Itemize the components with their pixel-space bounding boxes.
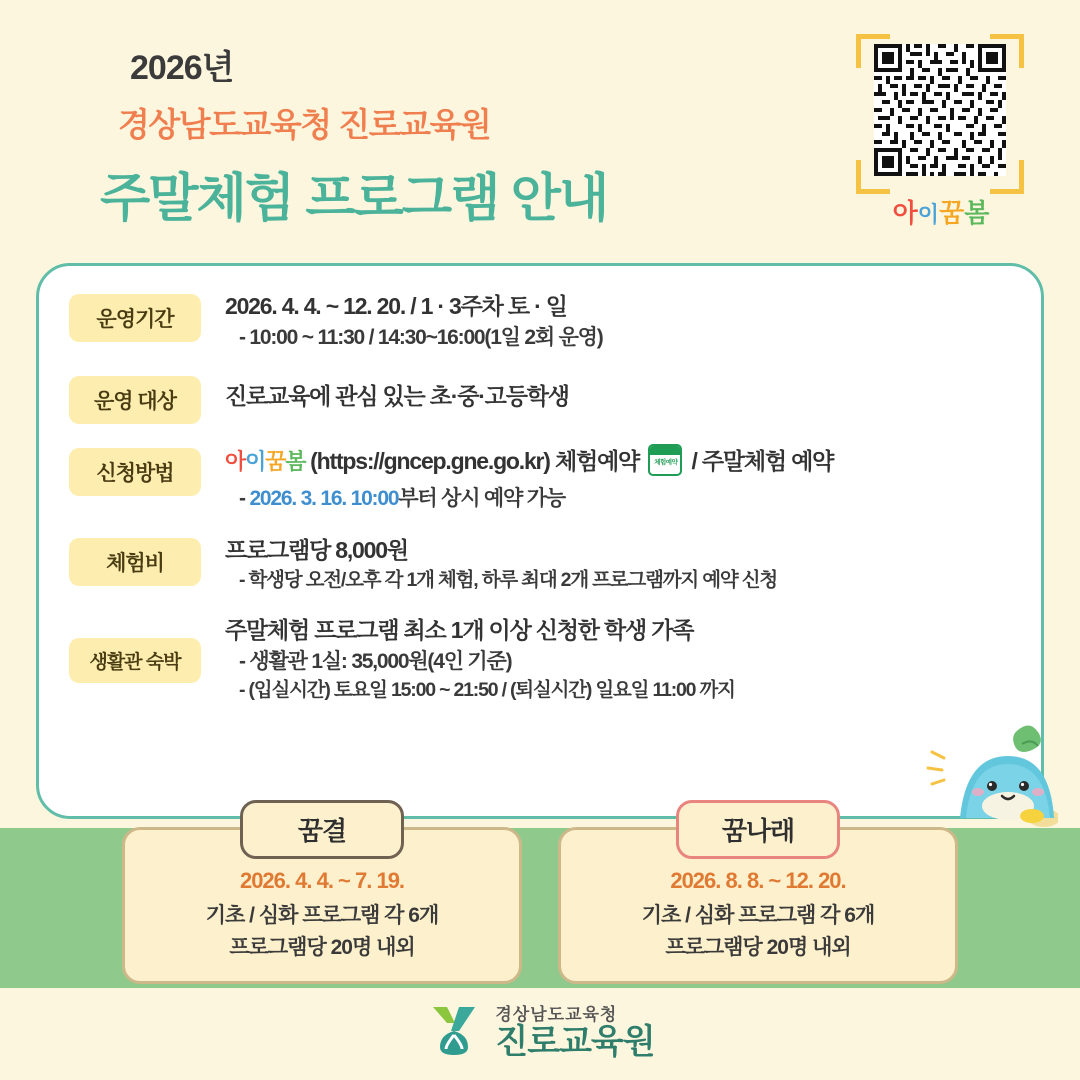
institute-logo-icon [425,1001,483,1059]
inline-brand-logo [225,449,310,474]
kkumgyeol-period: 2026. 4. 4. ~ 7. 19. [239,868,405,893]
row-content-fee [201,532,1015,594]
inline-brand-part-1: 아 [225,449,246,475]
operating-period-line-1: 2026. 4. 4. ~ 12. 20. / 1 · 3주차 토 · 일 [225,293,567,319]
brand-part-1: 아 [892,198,918,228]
page-title: 주말체험 프로그램 안내 [100,170,608,228]
brand-part-3: 꿈 [939,198,965,228]
application-url-text[interactable]: (https://gncep.gne.go.kr) 체험예약 [310,448,640,475]
row-tag-operating-period: 운영기간 [69,294,201,342]
footer-office-name: 경상남도교육청 [495,1004,618,1024]
inline-brand-part-3: 꿈 [265,449,286,475]
info-row-dormitory [39,612,1041,704]
dormitory-line-1: 주말체험 프로그램 최소 1개 이상 신청한 학생 가족 [225,617,694,644]
program-box-title-kkumnarae: 꿈나래 [676,800,840,859]
qr-section [856,34,1024,234]
application-method-line-2 [225,484,1015,514]
reservation-open-tail: 부터 상시 예약 가능 [398,487,565,511]
kkumnarae-period: 2026. 8. 8. ~ 12. 20. [670,868,846,893]
row-tag-dormitory: 생활관 숙박 [69,638,201,683]
dormitory-line-2: - 생활관 1실: 35,000원(4인 기준) [239,649,512,673]
row-tag-fee: 체험비 [69,538,201,586]
program-box-title-kkumgyeol: 꿈결 [240,800,404,859]
inline-brand-part-2: 이 [245,449,266,475]
row-content-application-method [201,442,1015,513]
calendar-icon-label: 체험예약 [654,459,678,467]
calendar-icon[interactable] [648,444,682,476]
program-box-kkumgyeol [122,816,522,984]
application-tail-text: / 주말체험 예약 [691,448,834,475]
info-card [36,263,1044,819]
mascot-character [926,714,1058,834]
poster-header [0,40,820,231]
footer-institute-name: 진로교육원 [495,1022,655,1061]
aikkumbom-brand-logo [870,193,1012,230]
application-dash: - [239,487,245,511]
program-box-kkumnarae [558,816,958,984]
header-year: 2026년 [130,49,234,87]
info-row-application-method [39,442,1041,513]
kkumgyeol-capacity: 프로그램당 20명 내외 [229,935,415,959]
inline-brand-part-4: 봄 [285,449,306,475]
info-row-target-audience [39,370,1041,424]
kkumgyeol-programs: 기초 / 심화 프로그램 각 6개 [205,904,439,927]
kkumnarae-programs: 기초 / 심화 프로그램 각 6개 [641,904,875,927]
dormitory-line-3: - (입실시간) 토요일 15:00 ~ 21:50 / (퇴실시간) 일요일 11:00 까지 [239,678,735,701]
header-organization: 경상남도교육청 진로교육원 [118,106,491,143]
footer-text [495,1000,654,1061]
info-row-operating-period [39,288,1041,352]
footer-logo [0,988,1080,1072]
fee-line-1: 프로그램당 8,000원 [225,536,408,563]
row-content-dormitory [201,612,1015,704]
info-rows [39,288,1041,704]
brand-part-4: 봄 [964,198,990,228]
kkumnarae-capacity: 프로그램당 20명 내외 [665,935,851,959]
info-row-fee [39,532,1041,594]
row-content-target-audience [201,370,1015,413]
row-tag-target-audience: 운영 대상 [69,376,201,424]
brand-part-2: 이 [917,202,940,227]
qr-code-icon[interactable] [874,44,1006,176]
row-content-operating-period [201,288,1015,352]
fee-line-2: - 학생당 오전/오후 각 1개 체험, 하루 최대 2개 프로그램까지 예약 신청 [239,568,777,591]
program-boxes [0,816,1080,984]
application-method-line-1 [225,444,1015,478]
operating-period-line-2: - 10:00 ~ 11:30 / 14:30~16:00(1일 2회 운영) [239,325,603,349]
reservation-open-datetime: 2026. 3. 16. 10:00 [249,487,399,511]
row-tag-application-method: 신청방법 [69,448,201,496]
target-audience-line-1: 진로교육에 관심 있는 초·중·고등학생 [225,383,569,410]
